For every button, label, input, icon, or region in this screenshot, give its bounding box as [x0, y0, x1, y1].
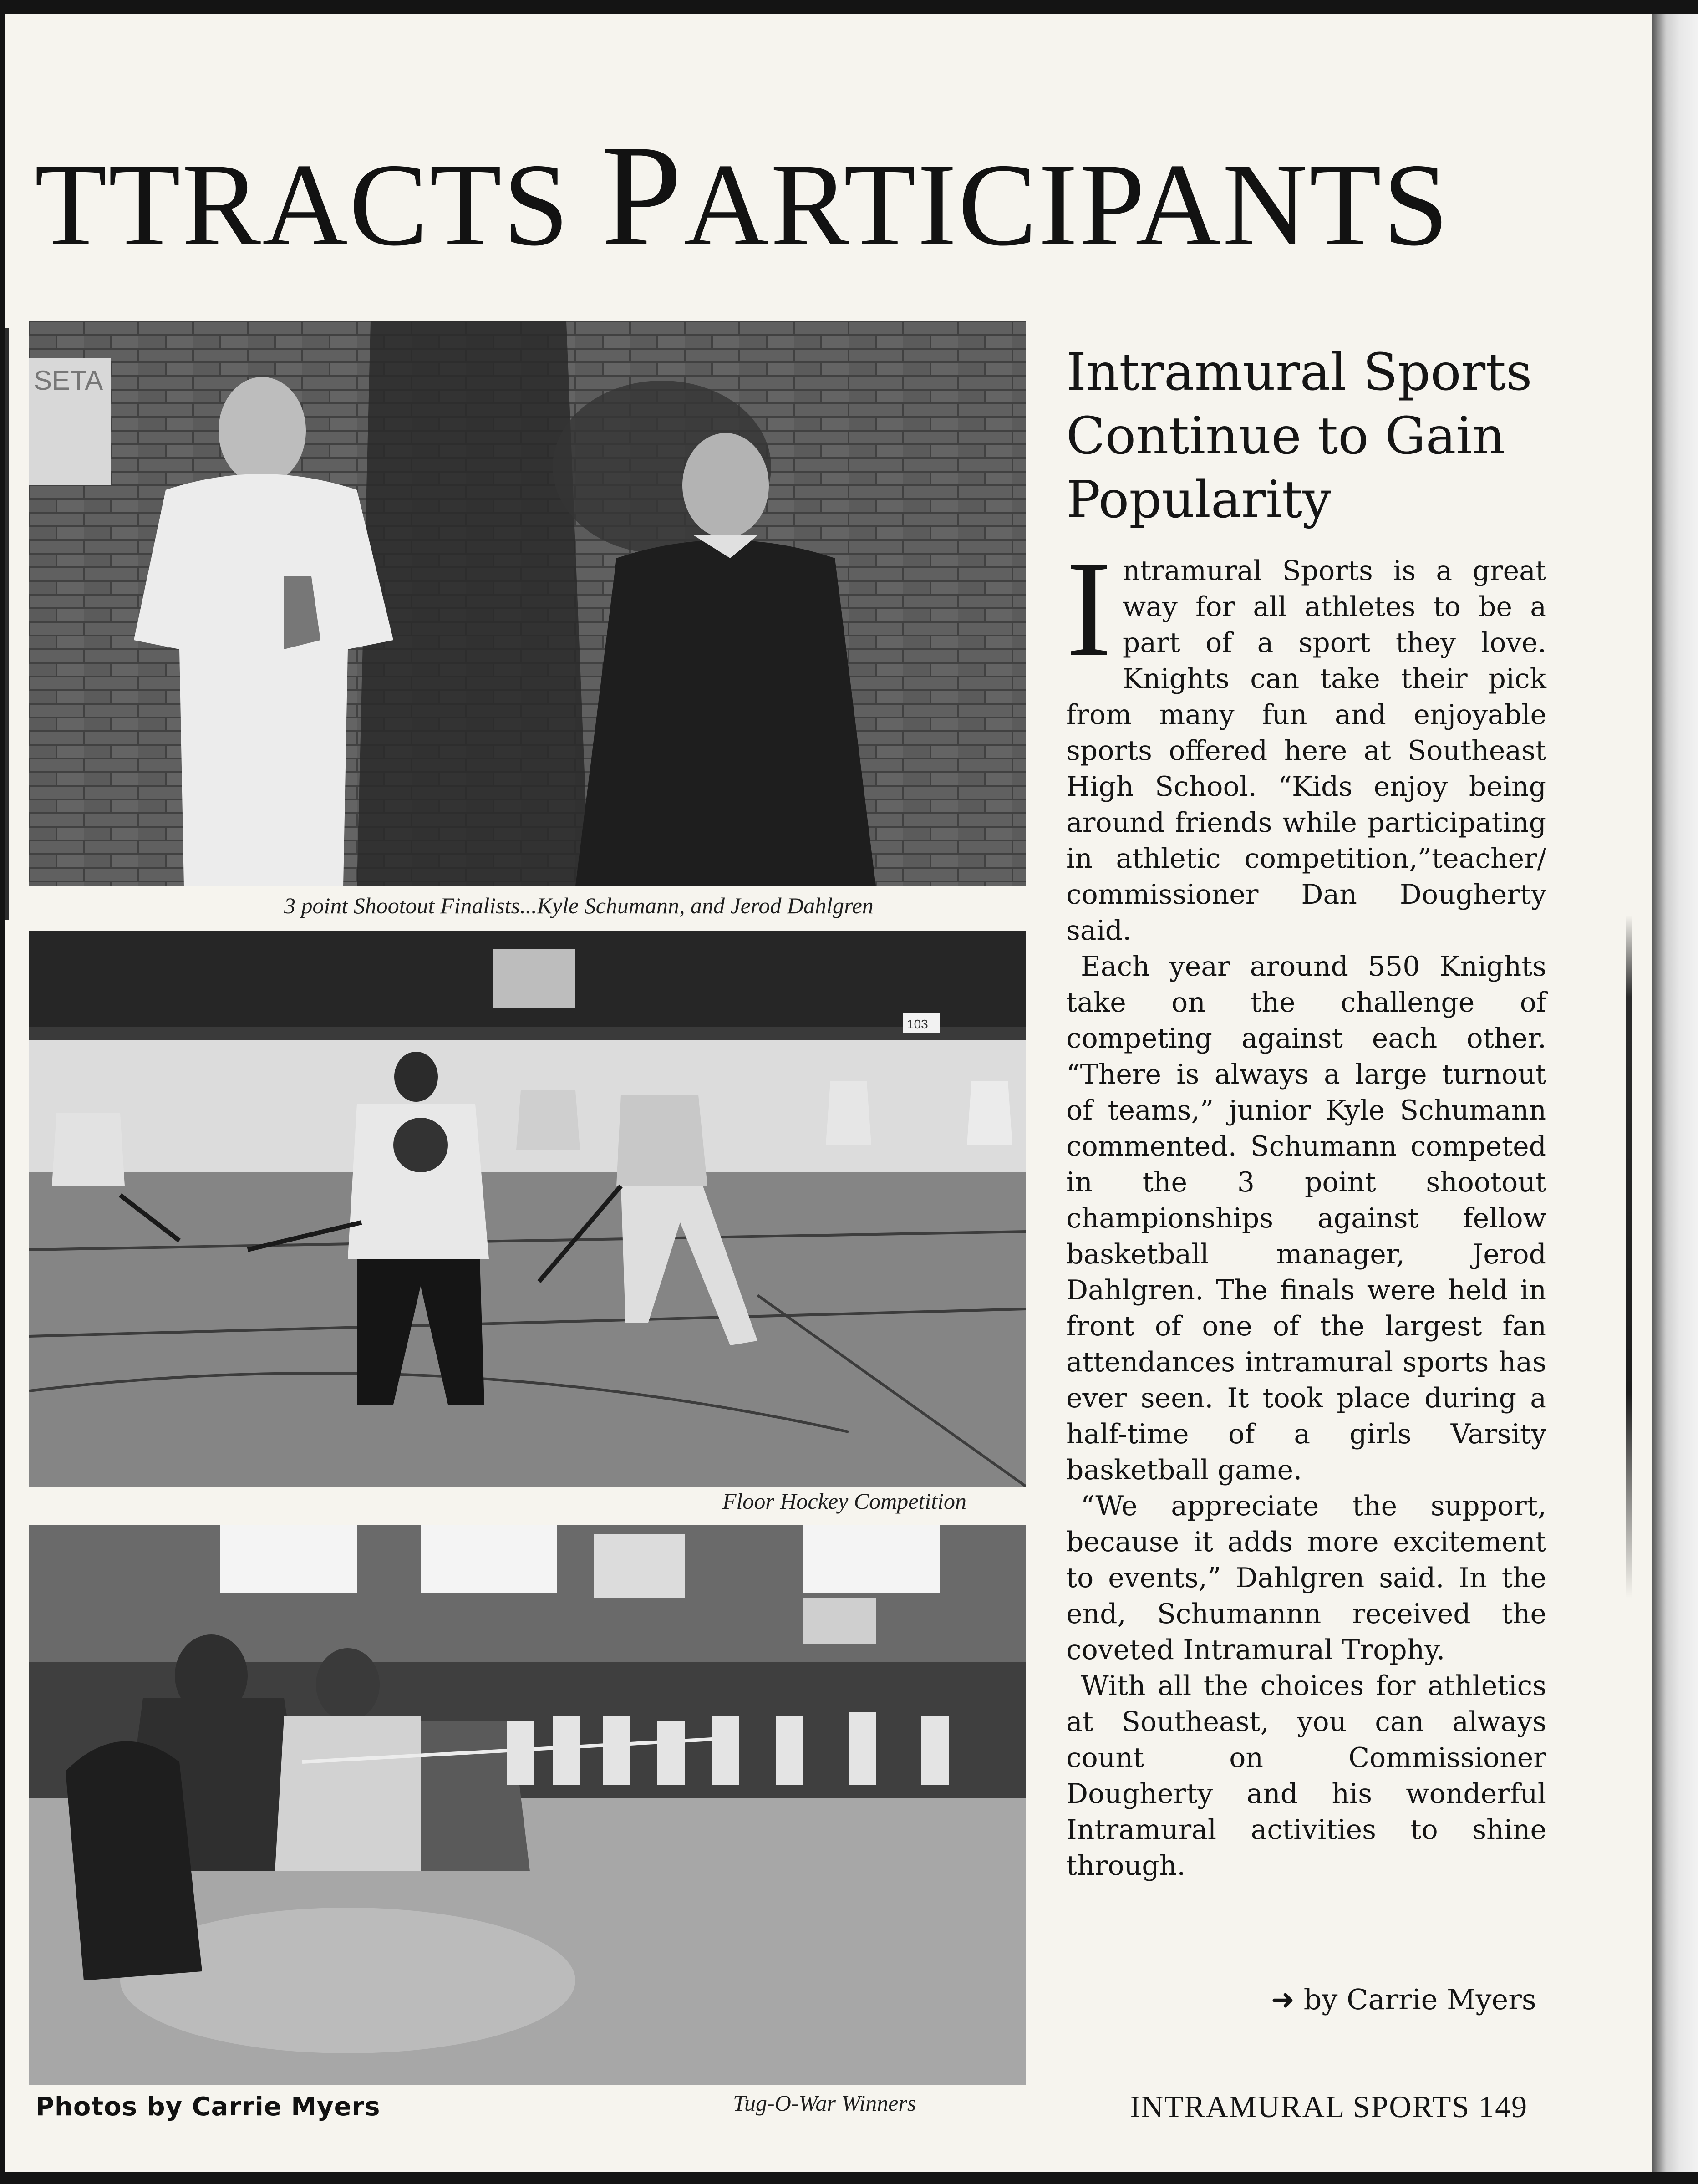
statue-silhouette — [357, 321, 589, 886]
article-paragraph-text: ntramural Sports is a great way for all athletes to be a part of a sport they love. Knights can take their pick from many fun and enjoyable sports offered here at Southeast High School. “Kids enjoy being around friends while participating in athletic competition,”teacher/ commissioner Dan Dougherty said. — [1066, 555, 1546, 947]
page-folio: INTRAMURAL SPORTS 149 — [1130, 2089, 1528, 2124]
yearbook-page — [5, 14, 1652, 2172]
binding-shadow — [1626, 915, 1632, 1598]
byline — [1271, 1983, 1536, 2016]
gym-door-sign-text: 103 — [907, 1017, 928, 1031]
photo-tug-of-war — [29, 1525, 1026, 2085]
scoreboard — [803, 1598, 876, 1644]
article-paragraph — [1066, 533, 1546, 949]
photo-shootout-image — [29, 321, 1026, 886]
player-right-shirt — [616, 1095, 707, 1186]
photo-credit: Photos by Carrie Myers — [36, 2092, 381, 2122]
article-body — [1066, 533, 1546, 1884]
headline-before: TTRACTS — [35, 139, 601, 270]
book-spine — [1652, 14, 1698, 2172]
caption-tug-of-war: Tug-O-War Winners — [733, 2090, 916, 2116]
photo-tug-of-war-image — [29, 1525, 1026, 2085]
article-title-line: Continue to Gain — [1066, 407, 1505, 466]
headline-after: ARTICIPANTS — [683, 139, 1450, 270]
page-edge-rule — [5, 328, 9, 920]
caption-floor-hockey: Floor Hockey Competition — [722, 1488, 966, 1514]
article-title-line: Intramural Sports — [1066, 343, 1532, 402]
article-paragraph: With all the choices for athletics at Southeast, you can always count on Commissioner Dougherty and his wonderful Intramural activities to shine through. — [1066, 1670, 1546, 1882]
article-title — [1066, 341, 1532, 532]
drop-cap: I — [1066, 533, 1112, 684]
caption-shootout: 3 point Shootout Finalists...Kyle Schumann, and Jerod Dahlgren — [284, 893, 874, 918]
article-paragraph: “We appreciate the support, because it adds more excitement to events,” Dahlgren said. In the end, Schumannn received the coveted Intramural Trophy. — [1066, 1490, 1546, 1666]
person-kyle-head — [219, 377, 306, 484]
photo-shootout-finalists — [29, 321, 1026, 886]
byline-arrow-icon: ➜ — [1271, 1983, 1295, 2016]
byline-text: by Carrie Myers — [1303, 1983, 1536, 2016]
article-title-line: Popularity — [1066, 470, 1332, 529]
photo-floor-hockey-image — [29, 931, 1026, 1487]
wall-sign-text: SETA — [34, 365, 103, 396]
article-paragraph: Each year around 550 Knights take on the challenge of competing against each other. “There is always a large turnout of teams,” junior Kyle Schumann commented. Schumann competed in the 3 point shootout championships against fellow basketball manager, Jerod Dahlgren. The finals were held in front of one of the largest fan attendances intramural sports has ever seen. It took place during a half-time of a girls Varsity basketball game. — [1066, 951, 1546, 1486]
photo-floor-hockey — [29, 931, 1026, 1487]
person-jerod-shirt — [575, 540, 876, 886]
person-jerod-head — [682, 433, 769, 538]
headline-cap: P — [601, 115, 684, 276]
backboard — [493, 949, 575, 1008]
page-headline — [35, 115, 1450, 276]
